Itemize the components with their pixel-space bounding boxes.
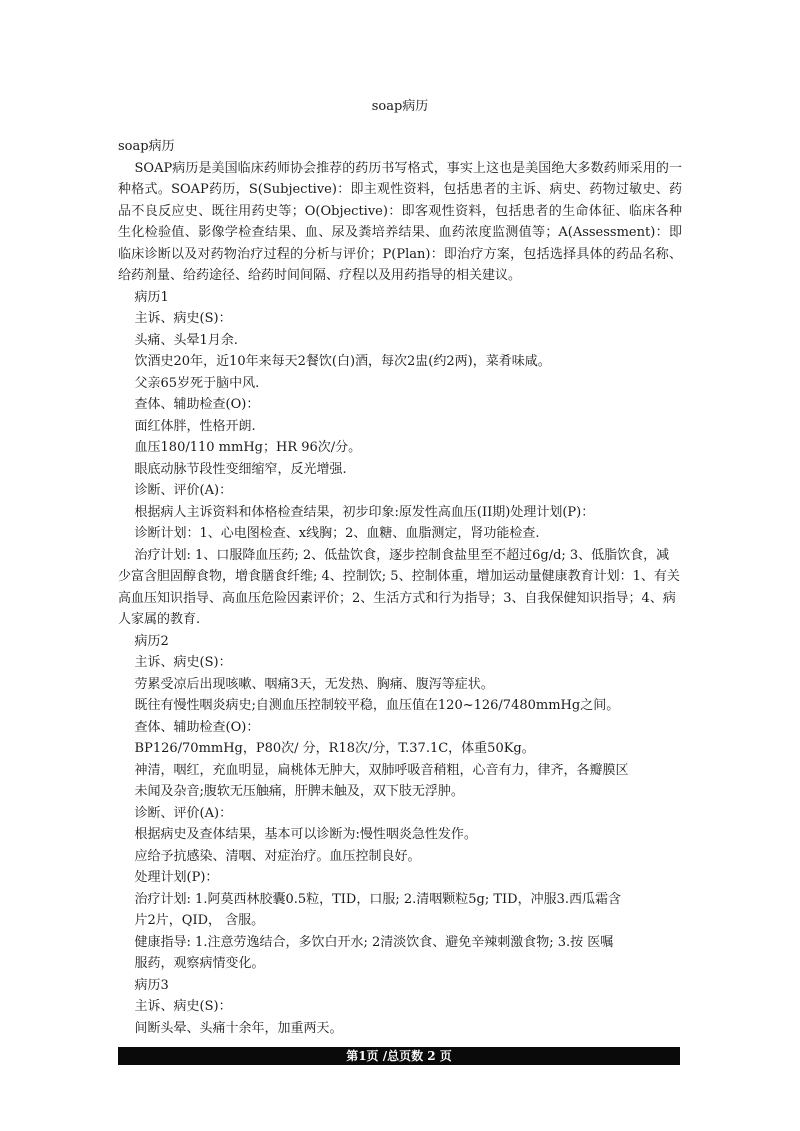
case1-s-line: 饮酒史20年，近10年来每天2餐饮(白)酒，每次2盅(约2两)，菜肴味咸。 (134, 354, 551, 369)
case3-heading: 病历3 (134, 977, 169, 993)
case2-a-line: 应给予抗感染、清咽、对症治疗。血压控制良好。 (134, 848, 421, 864)
case2-heading: 病历2 (134, 633, 169, 649)
case1-a-line: 根据病人主诉资料和体格检查结果，初步印象:原发性高血压(II期)处理计划(P)： (134, 504, 595, 520)
case1-a-label: 诊断、评价(A)： (134, 483, 233, 498)
case1-o-line: 面红体胖，性格开朗. (134, 418, 256, 434)
case2-o-line: 未闻及杂音;腹软无压触痛，肝脾未触及，双下肢无浮肿。 (134, 784, 464, 799)
case1-s-label: 主诉、病史(S)： (134, 311, 232, 326)
case1-heading: 病历1 (134, 289, 169, 305)
case2-s-label: 主诉、病史(S)： (134, 655, 232, 670)
case2-o-line: BP126/70mmHg，P80次/ 分，R18次/分，T.37.1C，体重50Kg。 (134, 741, 535, 756)
intro-label: soap病历 (118, 139, 175, 154)
case2-o-line: 神清，咽红，充血明显，扁桃体无肿大，双肺呼吸音稍粗，心音有力，律齐，各瓣膜区 (134, 762, 629, 778)
case1-o-line: 眼底动脉节段性变细缩窄，反光增强. (134, 461, 347, 477)
case2-p-line: 片2片，QID， 含服。 (134, 913, 265, 928)
page-footer: 第1页 /总页数 2 页 (118, 1047, 680, 1065)
document-body (118, 136, 682, 1039)
case2-a-line: 根据病史及查体结果，基本可以诊断为:慢性咽炎急性发作。 (134, 827, 477, 842)
case2-s-line: 劳累受凉后出现咳嗽、咽痛3天，无发热、胸痛、腹泻等症状。 (134, 676, 494, 692)
case1-s-line: 父亲65岁死于脑中风. (134, 375, 260, 391)
document-title: soap病历 (371, 99, 429, 114)
case2-p-line: 服药，观察病情变化。 (134, 956, 265, 971)
case2-o-label: 查体、辅助检查(O)： (134, 719, 260, 735)
case2-s-line: 既往有慢性咽炎病史;自测血压控制较平稳，血压值在120~126/7480mmHg之间。 (134, 698, 620, 713)
case2-p-label: 处理计划(P)： (134, 870, 219, 885)
intro-paragraph: SOAP病历是美国临床药师协会推荐的药历书写格式，事实上这也是美国绝大多数药师采用的一种格式。SOAP药历，S(Subjective)：即主观性资料，包括患者的主诉、病史、药物过敏史、药品不良反应史、既往用药史等；O(Objective)：即客观性资料，包括患者的生命体征、临床各种生化检验值、影像学检查结果、血、尿及粪培养结果、血药浓度监测值等；A(Assessment)：即临床诊断以及对药物治疗过程的分析与评价；P(Plan)：即治疗方案，包括选择具体的药品名称、给药剂量、给药途径、给药时间间隔、疗程以及用药指导的相关建议。 (118, 160, 682, 283)
case3-s-label: 主诉、病史(S)： (134, 999, 232, 1014)
case3-s-line: 间断头晕、头痛十余年，加重两天。 (134, 1020, 343, 1036)
case1-s-line: 头痛、头晕1月余. (134, 332, 238, 348)
case2-a-label: 诊断、评价(A)： (134, 805, 233, 821)
case1-treatment-plan: 治疗计划: 1、口服降血压药; 2、低盐饮食，逐步控制食盐里至不超过6g/d; 3、低脂饮食，减少富含胆固醇食物，增食膳食纤维; 4、控制饮; 5、控制体重，增加运动量健康教育计划：1、有关高血压知识指导、高血压危险因素评价；2、生活方式和行为指导；3、自我保健知识指导；4、病人家属的教育. (118, 547, 680, 627)
case2-p-line: 治疗计划: 1.阿莫西林胶囊0.5粒，TID，口服; 2.清咽颗粒5g; TID，冲服3.西瓜霜含 (134, 891, 622, 907)
case1-o-label: 查体、辅助检查(O)： (134, 397, 260, 412)
case2-p-line: 健康指导: 1.注意劳逸结合，多饮白开水; 2清淡饮食、避免辛辣刺激食物; 3.按 医嘱 (134, 934, 614, 950)
case1-a-line: 诊断计划：1、心电图检查、x线胸；2、血糖、血脂测定，肾功能检查. (134, 526, 540, 541)
case1-o-line: 血压180/110 mmHg；HR 96次/分。 (134, 440, 362, 455)
